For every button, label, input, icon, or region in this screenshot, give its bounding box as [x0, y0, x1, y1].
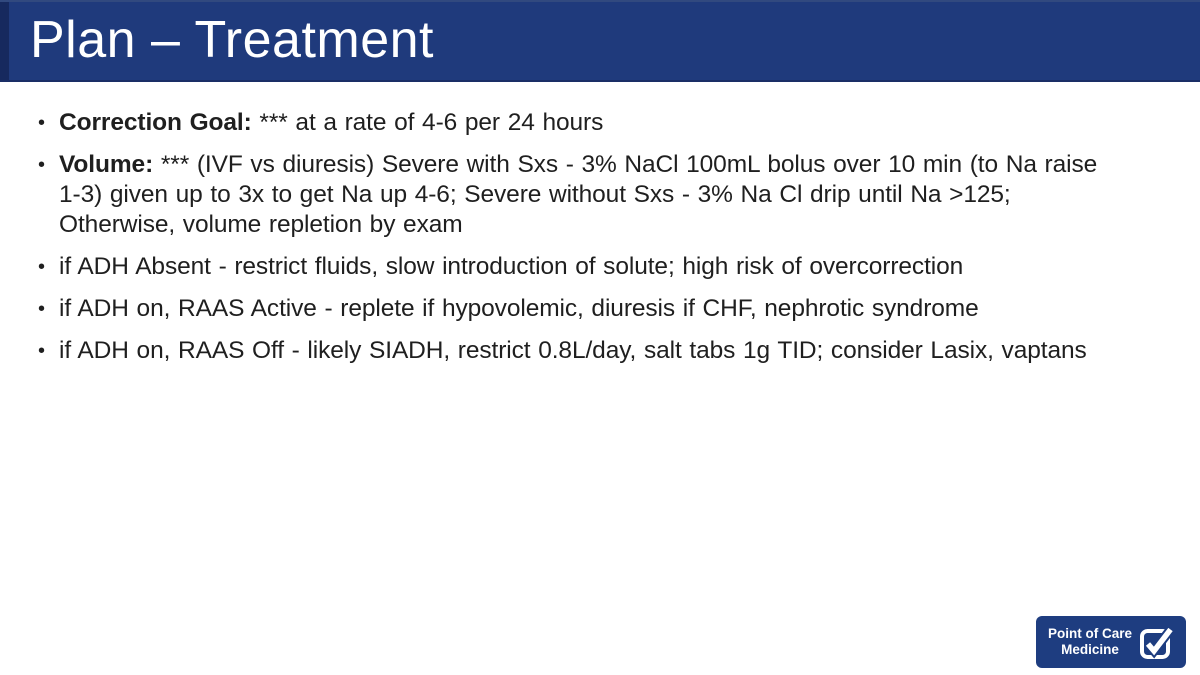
bullet-text [59, 252, 1102, 282]
bullet-lead: Correction Goal: [59, 109, 252, 136]
bullet-text [59, 336, 1102, 366]
poc-medicine-logo [1036, 616, 1186, 668]
bullet-item-raas-off [38, 336, 1102, 366]
bullet-item-correction-goal [38, 108, 1102, 138]
bullet-lead: Volume: [59, 151, 154, 178]
bullet-text [59, 108, 1102, 138]
bullet-list [0, 82, 1200, 366]
slide-title: Plan – Treatment [30, 11, 434, 69]
bullet-body: if ADH Absent - restrict fluids, slow introduction of solute; high risk of overcorrection [59, 253, 964, 280]
logo-text [1048, 626, 1132, 658]
title-bar-left-accent [0, 2, 9, 80]
bullet-body: if ADH on, RAAS Off - likely SIADH, restrict 0.8L/day, salt tabs 1g TID; consider Lasix, vaptans [59, 337, 1087, 364]
bullet-text [59, 150, 1102, 240]
bullet-item-adh-absent [38, 252, 1102, 282]
bullet-item-raas-active [38, 294, 1102, 324]
bullet-text [59, 294, 1102, 324]
logo-line2: Medicine [1061, 642, 1119, 657]
bullet-marker: • [38, 154, 46, 176]
title-bar [0, 0, 1200, 82]
logo-line1: Point of Care [1047, 626, 1132, 642]
bullet-item-volume [38, 150, 1102, 240]
bullet-marker: • [38, 112, 46, 134]
checkbox-check-icon [1139, 625, 1174, 660]
bullet-body: *** (IVF vs diuresis) Severe with Sxs - 3% NaCl 100mL bolus over 10 min (to Na raise 1-3) given up to 3x to get Na up 4-6; Severe without Sxs - 3% Na Cl drip until Na >125; Otherwise, volume repletion by exam [59, 151, 1098, 238]
bullet-marker: • [38, 340, 46, 362]
bullet-marker: • [38, 298, 46, 320]
bullet-body: *** at a rate of 4-6 per 24 hours [251, 109, 604, 136]
bullet-body: if ADH on, RAAS Active - replete if hypovolemic, diuresis if CHF, nephrotic syndrome [59, 295, 979, 322]
bullet-marker: • [38, 256, 46, 278]
